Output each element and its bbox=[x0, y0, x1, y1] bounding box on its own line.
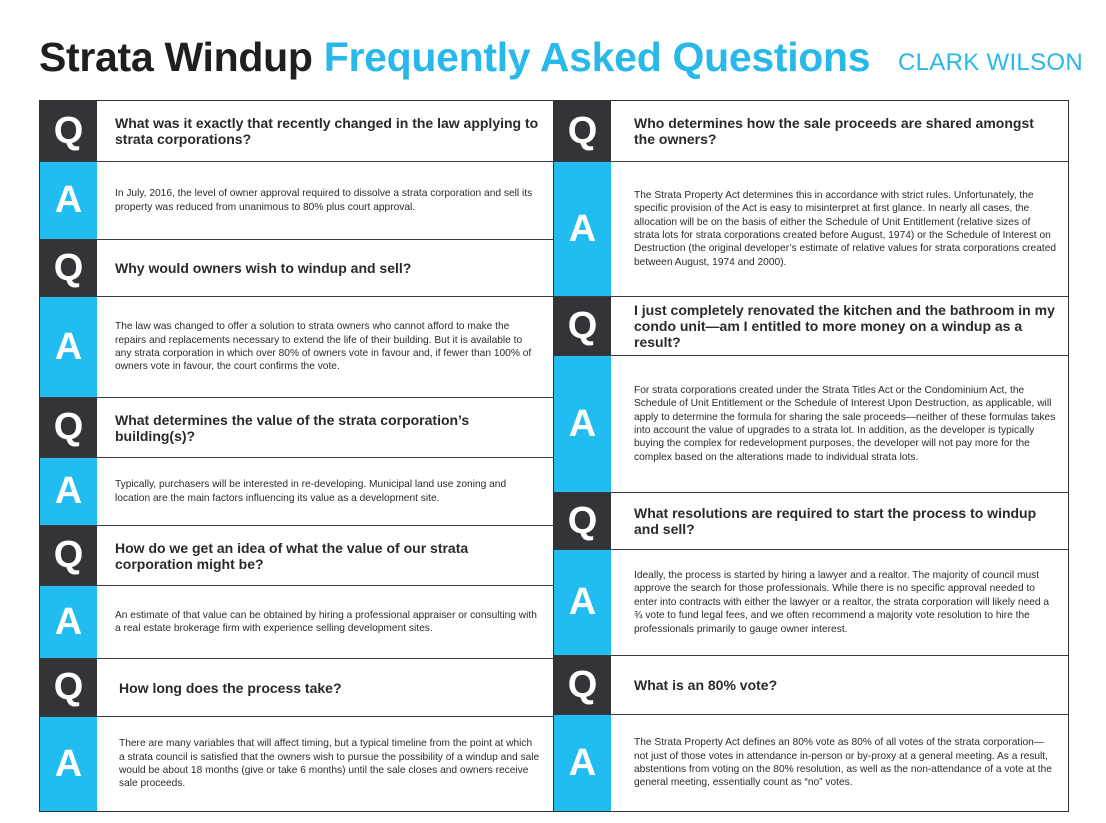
page-header bbox=[0, 0, 1106, 100]
question-text: How do we get an idea of what the value of our strata corporation might be? bbox=[115, 539, 469, 572]
answer-text: There are many variables that will affect timing, but a typical timeline from the point at which a strata council is satisfied that the owners wish to pursue the possibility of a windup and sale would be about 18 months (give or take 6 months) until the sale closes and owners receive sale proceeds. bbox=[119, 738, 540, 790]
answer-badge: A bbox=[554, 550, 611, 655]
faq-question-8 bbox=[554, 493, 1068, 550]
question-text: What determines the value of the strata corporation’s building(s)? bbox=[115, 411, 470, 444]
answer-text: In July, 2016, the level of owner approval required to dissolve a strata corporation and sell its property was reduced from unanimous to 80% plus court approval. bbox=[115, 188, 533, 213]
faq-question-9 bbox=[554, 656, 1068, 715]
faq-question-6 bbox=[554, 101, 1068, 162]
question-badge: Q bbox=[40, 398, 97, 457]
faq-answer-4 bbox=[40, 586, 554, 659]
question-text: Who determines how the sale proceeds are shared amongst the owners? bbox=[634, 115, 1034, 147]
question-badge: Q bbox=[554, 493, 611, 549]
answer-text: The Strata Property Act defines an 80% vote as 80% of all votes of the strata corporation—not just of those votes in attendance in-person or by-proxy at a general meeting. As a result, abstentions from voting on the 80% resolution, as well as the non-attendance of a vote at the general meeting, essentially count as “no” votes. bbox=[634, 737, 1052, 789]
answer-text: An estimate of that value can be obtained by hiring a professional appraiser or consulting with a real estate brokerage firm with experience selling development sites. bbox=[115, 609, 537, 634]
faq-question-3 bbox=[40, 398, 554, 458]
question-badge: Q bbox=[554, 101, 611, 161]
faq-answer-2 bbox=[40, 297, 554, 398]
answer-badge: A bbox=[40, 586, 97, 658]
page-title bbox=[39, 31, 870, 83]
faq-answer-9 bbox=[554, 715, 1068, 811]
question-text: What is an 80% vote? bbox=[634, 677, 778, 693]
faq-answer-3 bbox=[40, 458, 554, 526]
question-badge: Q bbox=[40, 240, 97, 296]
question-text: Why would owners wish to windup and sell? bbox=[115, 260, 412, 276]
answer-badge: A bbox=[40, 458, 97, 525]
faq-answer-7 bbox=[554, 356, 1068, 493]
faq-answer-8 bbox=[554, 550, 1068, 656]
faq-left-column bbox=[39, 100, 555, 812]
answer-badge: A bbox=[554, 715, 611, 811]
faq-answer-1 bbox=[40, 162, 554, 240]
question-badge: Q bbox=[40, 659, 97, 716]
answer-badge: A bbox=[554, 162, 611, 296]
answer-badge: A bbox=[40, 297, 97, 397]
answer-badge: A bbox=[40, 162, 97, 239]
faq-answer-5 bbox=[40, 717, 554, 811]
faq-right-column bbox=[553, 100, 1069, 812]
answer-badge: A bbox=[40, 717, 97, 811]
question-text: I just completely renovated the kitchen and the bathroom in my condo unit—am I entitled to more money on a windup as a result? bbox=[634, 302, 1055, 350]
faq-question-7 bbox=[554, 297, 1068, 356]
question-text: What was it exactly that recently changed in the law applying to strata corporations? bbox=[115, 115, 539, 147]
faq-question-5 bbox=[40, 659, 554, 717]
question-text: What resolutions are required to start the process to windup and sell? bbox=[634, 505, 1037, 537]
faq-answer-6 bbox=[554, 162, 1068, 297]
faq-question-4 bbox=[40, 526, 554, 586]
question-text: How long does the process take? bbox=[119, 679, 342, 696]
title-accent: Frequently Asked Questions bbox=[323, 34, 871, 80]
answer-text: For strata corporations created under the Strata Titles Act or the Condominium Act, the Schedule of Unit Entitlement or the Schedule of Interest Upon Destruction, as applicable, will apply to determine the formula for sharing the sale proceeds—neither of these formulas takes into account the value of upgrades to a strata lot. In addition, as the developer is typically buying the complex for redevelopment purposes, the developer will not pay more for the complex based on the alterations made to individual strata lots. bbox=[634, 384, 1056, 463]
question-badge: Q bbox=[554, 297, 611, 355]
faq-question-2 bbox=[40, 240, 554, 297]
faq-question-1 bbox=[40, 101, 554, 162]
answer-text: Typically, purchasers will be interested in re-developing. Municipal land use zoning and location are the main factors influencing its value as a development site. bbox=[115, 479, 507, 504]
answer-badge: A bbox=[554, 356, 611, 492]
answer-text: Ideally, the process is started by hiring a lawyer and a realtor. The majority of council must approve the search for those professionals. While there is no specific approval needed to enter into contracts with either the lawyer or a realtor, the strata corporation will likely need a ¾ vote to fund legal fees, and we often recommend a majority vote resolution to hire the professionals primarily to gauge owner interest. bbox=[634, 569, 1050, 635]
question-badge: Q bbox=[40, 526, 97, 585]
title-main: Strata Windup bbox=[39, 34, 313, 80]
answer-text: The law was changed to offer a solution to strata owners who cannot afford to make the repairs and replacements necessary to extend the life of their building. But it is available to any strata corporation in which over 80% of owners vote in favour and, if fewer than 100% of owners vote in favour, the court confirms the vote. bbox=[115, 321, 532, 373]
brand-logo: CLARK WILSON bbox=[898, 49, 1083, 76]
question-badge: Q bbox=[40, 101, 97, 161]
answer-text: The Strata Property Act determines this in accordance with strict rules. Unfortunately, the specific provision of the Act is easy to misinterpret at first glance. In nearly all cases, the allocation will be on the basis of either the Schedule of Unit Entitlement (relative sizes of strata lots for strata corporations created before August, 1974) or the Schedule of Interest on Destruction (the original developer’s estimate of relative values for strata corporations created between August, 1974 and 2000). bbox=[634, 189, 1057, 268]
question-badge: Q bbox=[554, 656, 611, 714]
